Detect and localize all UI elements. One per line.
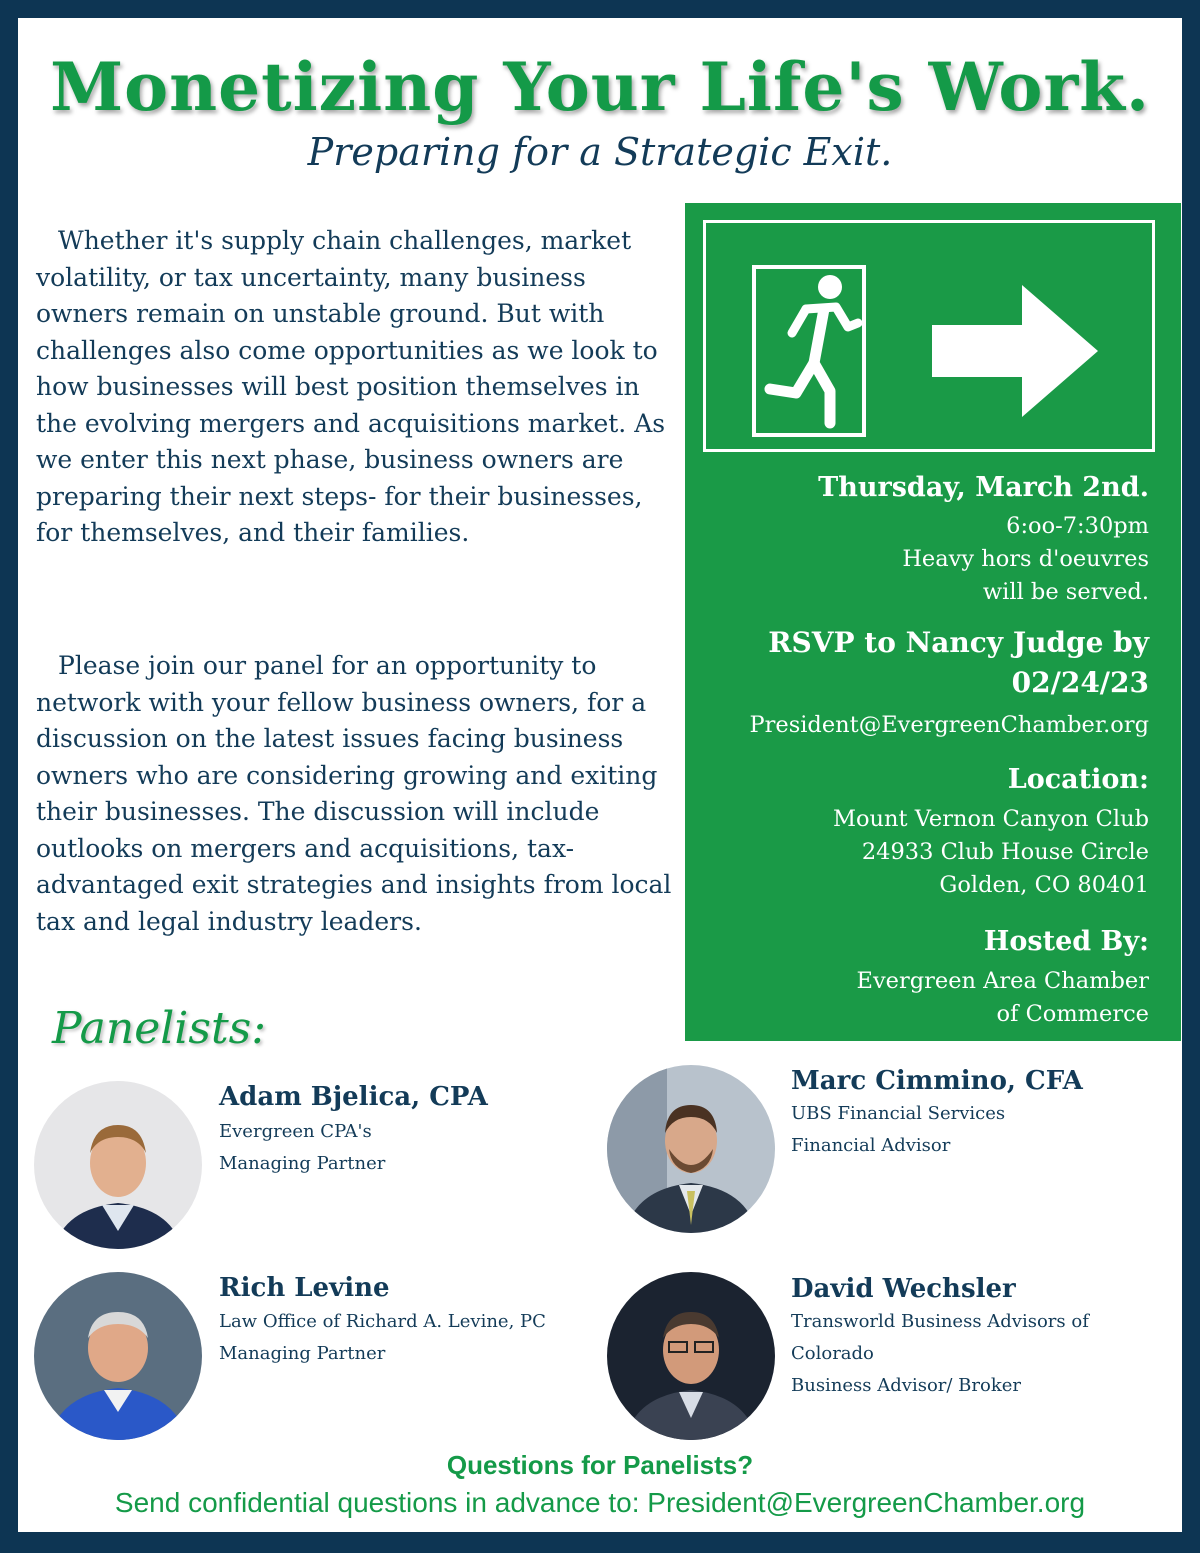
- panelist-photo-marc: [607, 1065, 775, 1233]
- panelist-photo-david: [607, 1272, 775, 1440]
- panelist-org-marc: UBS Financial Services: [791, 1103, 1006, 1124]
- flyer-page: [18, 18, 1182, 1532]
- flyer-title: Monetizing Your Life's Work.: [50, 48, 1150, 126]
- intro-paragraph-1: [36, 223, 676, 552]
- location-heading: Location:: [1007, 764, 1149, 795]
- rsvp-date: 02/24/23: [1011, 666, 1149, 699]
- panelist-photo-rich: [34, 1272, 202, 1440]
- exit-sign: [703, 220, 1155, 452]
- event-food-line-1: Heavy hors d'oeuvres: [902, 546, 1149, 572]
- location-line-2: 24933 Club House Circle: [861, 839, 1149, 865]
- panelist-photo-adam: [34, 1081, 202, 1249]
- host-heading: Hosted By:: [983, 926, 1149, 957]
- event-time: 6:oo-7:30pm: [1006, 513, 1149, 539]
- panelist-role-david: Business Advisor/ Broker: [791, 1375, 1022, 1396]
- flyer-subtitle: Preparing for a Strategic Exit.: [307, 130, 893, 174]
- intro-text-1: Whether it's supply chain challenges, market volatility, or tax uncertainty, many business owners remain on unstable ground. But with challenges also come opportunities as we look to how businesses will best position themselves in the evolving mergers and acquisitions market. As we enter this next phase, business owners are preparing their next steps- for their businesses, for themselves, and their families.: [36, 226, 666, 547]
- host-line-1: Evergreen Area Chamber: [856, 968, 1149, 994]
- panelist-org-david-2: Colorado: [791, 1343, 874, 1364]
- panelists-heading: Panelists:: [52, 1003, 267, 1054]
- event-details-panel: [685, 203, 1181, 1041]
- exit-sign-running-man-arrow-icon: [706, 223, 1152, 449]
- location-line-3: Golden, CO 80401: [939, 872, 1149, 898]
- panelist-name-adam: Adam Bjelica, CPA: [219, 1082, 488, 1112]
- event-food-line-2: will be served.: [982, 579, 1149, 605]
- intro-text-2: Please join our panel for an opportunity to network with your fellow business owners, for a discussion on the latest issues facing business owners who are considering growing and exiting their businesses. The discussion will include outlooks on mergers and acquisitions, tax-advantaged exit strategies and insights from local tax and legal industry leaders.: [36, 651, 672, 936]
- rsvp-email: President@EvergreenChamber.org: [749, 712, 1149, 738]
- panelist-role-adam: Managing Partner: [219, 1153, 386, 1174]
- panelist-name-marc: Marc Cimmino, CFA: [791, 1066, 1083, 1096]
- panelist-role-marc: Financial Advisor: [791, 1135, 951, 1156]
- intro-paragraph-2: [36, 648, 676, 940]
- questions-heading: Questions for Panelists?: [446, 1450, 754, 1480]
- panelist-org-adam: Evergreen CPA's: [219, 1121, 372, 1142]
- location-line-1: Mount Vernon Canyon Club: [832, 806, 1149, 832]
- panelist-role-rich: Managing Partner: [219, 1343, 386, 1364]
- rsvp-line-1: RSVP to Nancy Judge by: [768, 626, 1149, 659]
- panelist-name-rich: Rich Levine: [219, 1273, 390, 1303]
- panelist-org-rich: Law Office of Richard A. Levine, PC: [219, 1311, 546, 1332]
- panelist-org-david: Transworld Business Advisors of: [791, 1311, 1089, 1332]
- host-line-2: of Commerce: [996, 1001, 1149, 1027]
- event-date: Thursday, March 2nd.: [818, 472, 1149, 503]
- panelist-name-david: David Wechsler: [791, 1274, 1016, 1304]
- questions-instructions: Send confidential questions in advance to: President@EvergreenChamber.org: [114, 1487, 1086, 1518]
